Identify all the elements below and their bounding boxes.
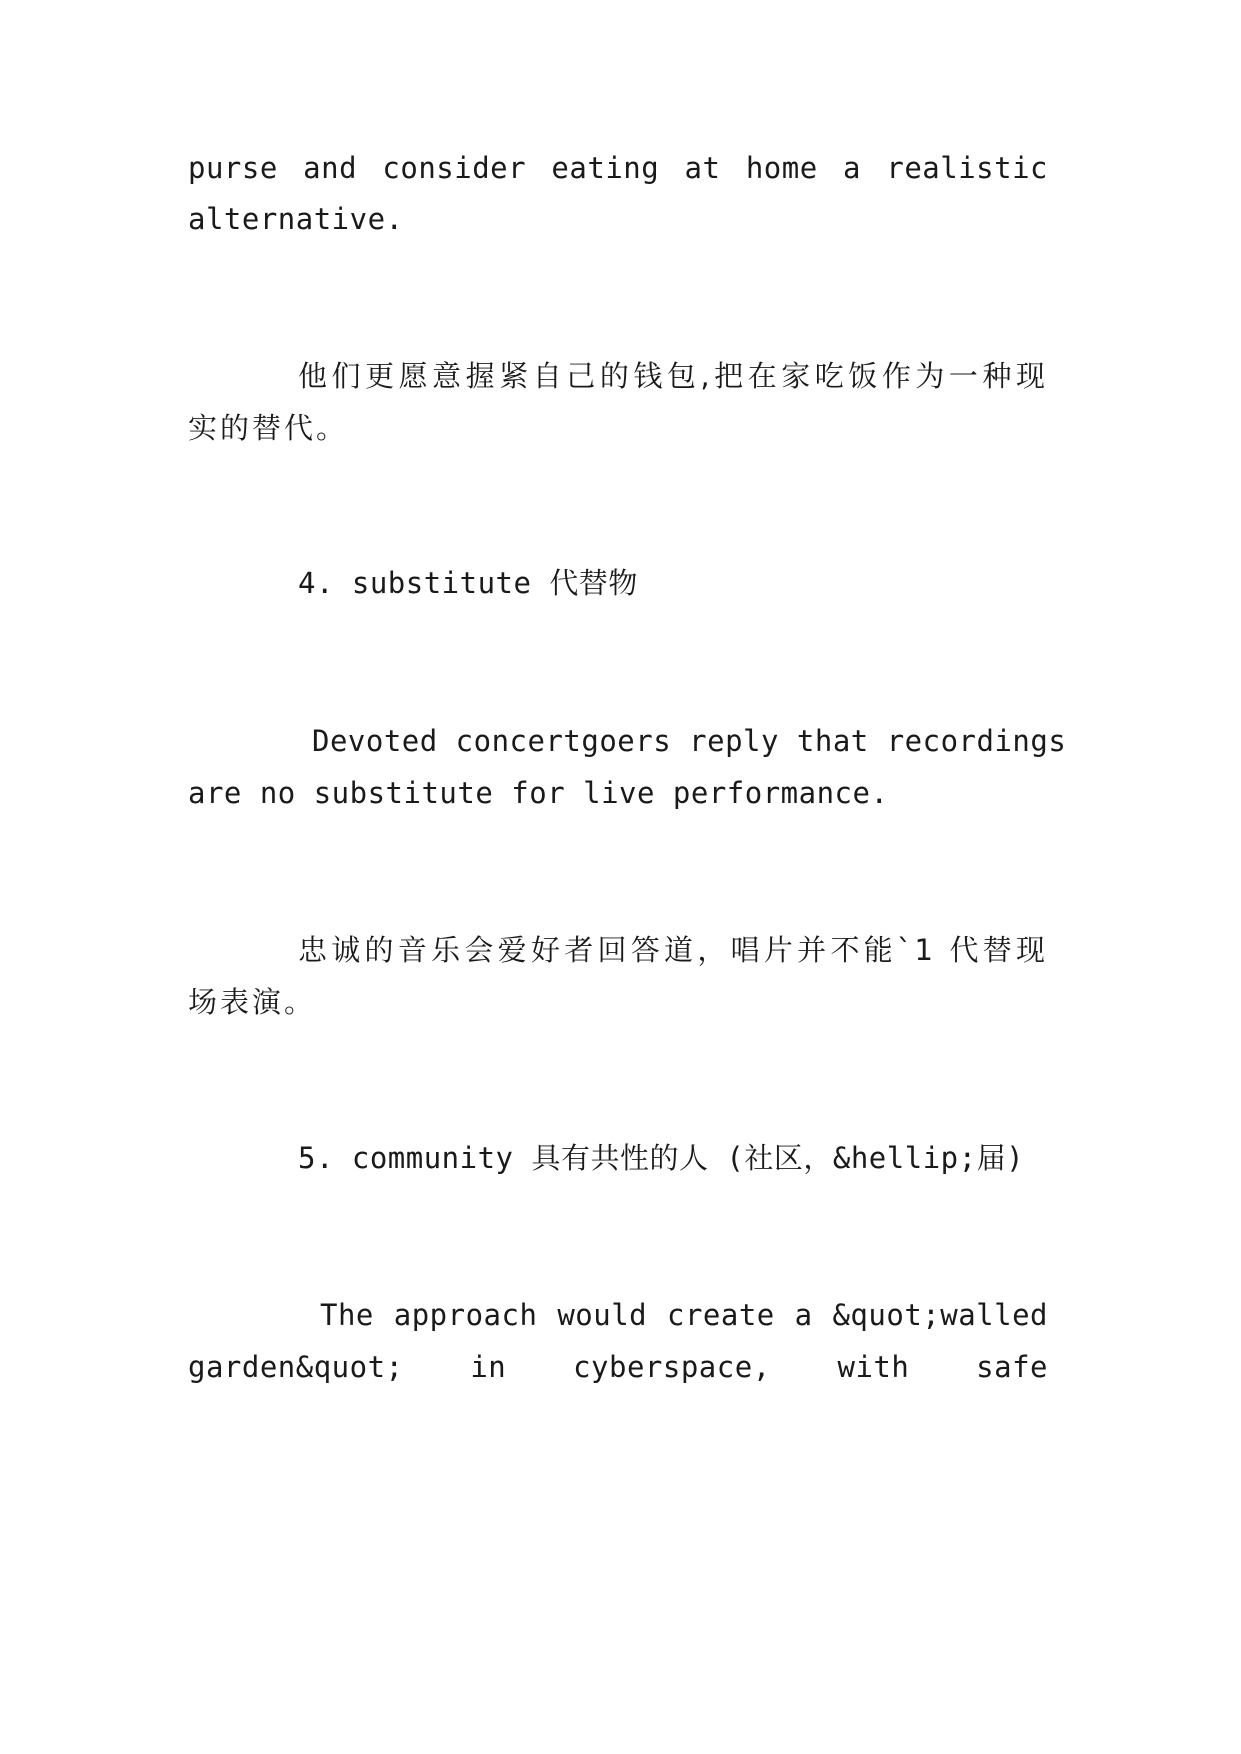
paragraph-line: 场表演。	[188, 985, 317, 1019]
section-heading: 4. substitute 代替物	[298, 566, 638, 600]
paragraph-line: Devoted concertgoers reply that recordings	[312, 724, 1067, 758]
paragraph-line: purse and consider eating at home a realistic	[188, 151, 1048, 185]
paragraph-line: are no substitute for live performance.	[188, 776, 889, 810]
paragraph-line: alternative.	[188, 202, 404, 236]
section-heading: 5. community 具有共性的人 (社区，&hellip;届)	[298, 1141, 1025, 1175]
paragraph-line: The approach would create a &quot;walled	[320, 1298, 1048, 1332]
paragraph-line: garden&quot; in cyberspace, with safe	[188, 1350, 1048, 1384]
paragraph-line: 他们更愿意握紧自己的钱包,把在家吃饭作为一种现	[298, 359, 1048, 393]
paragraph-line: 实的替代。	[188, 411, 349, 445]
paragraph-line: 忠诚的音乐会爱好者回答道，唱片并不能`1 代替现	[298, 933, 1048, 967]
